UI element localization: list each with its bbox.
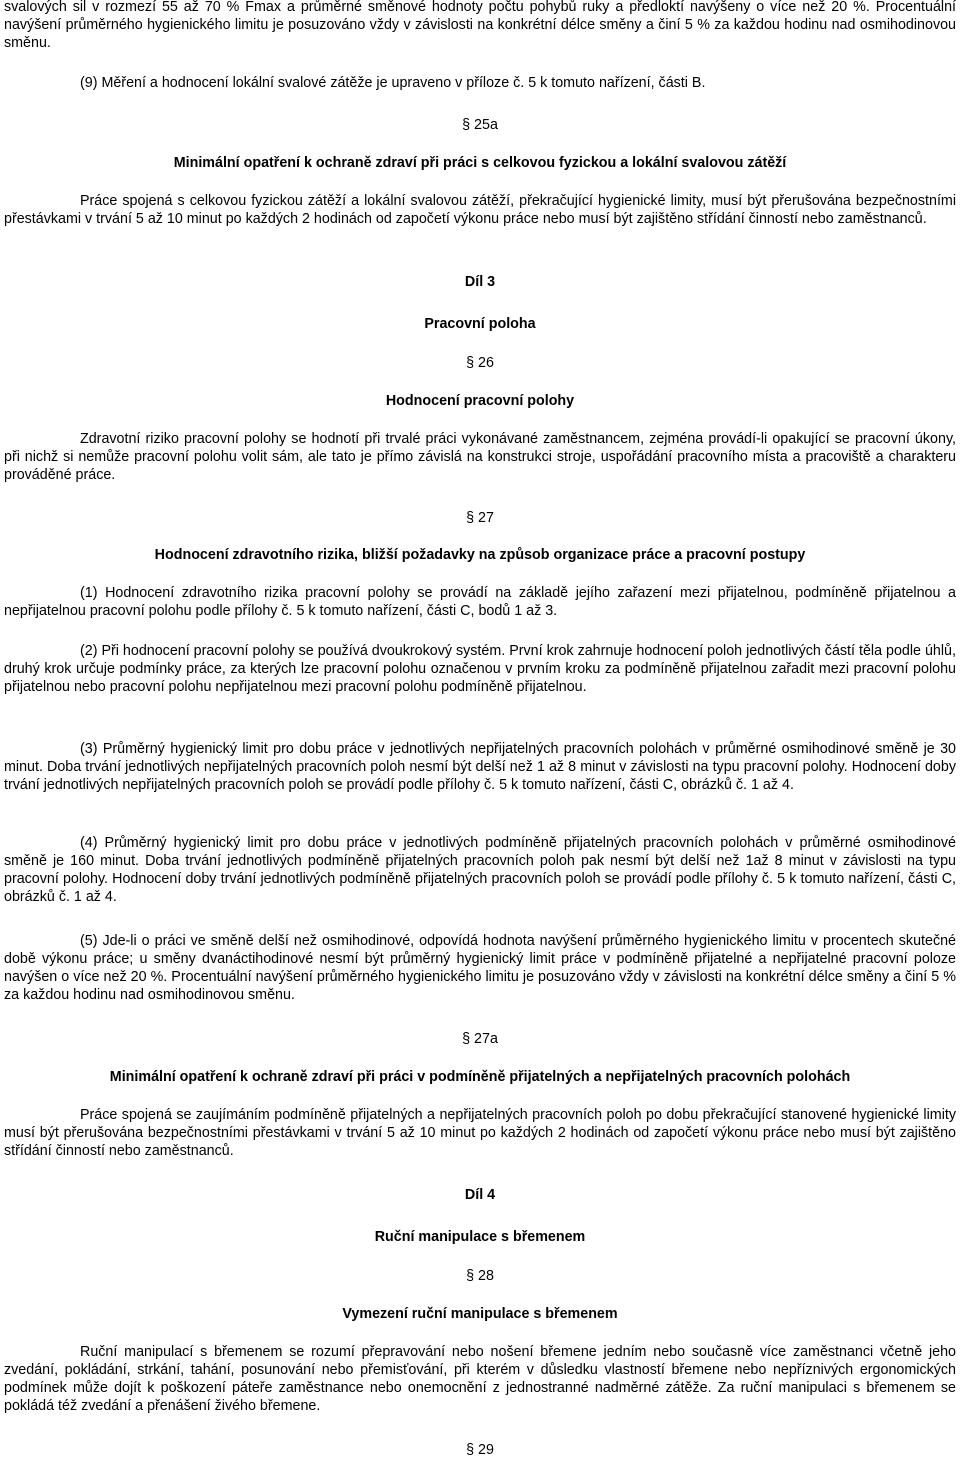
section-26-body: Zdravotní riziko pracovní polohy se hodnotí při trvalé práci vykonávané zaměstnancem, zejména provádí-li opakující se pracovní úkony, při nichž si nemůže pracovní polohu volit sám, ale tato je přímo závislá na konstrukci stroje, uspořádání pracovního místa a pracoviště a charakteru prováděné práce. <box>4 431 956 483</box>
section-sign-icon <box>466 509 474 527</box>
top-paragraph-text: svalových sil v rozmezí 55 až 70 % Fmax a průměrné směnové hodnoty počtu pohybů ruky a předloktí navýšeny o více než 20 %. Procentuální navýšení průměrného hygienického limitu je posuzováno vždy v závislosti na konkrétní délce směny a činí 5 % za každou hodinu nad osmihodinovou směnu. <box>4 0 956 51</box>
section-28-title: Vymezení ruční manipulace s břemenem <box>342 1306 618 1322</box>
section-number: 26 <box>478 355 494 371</box>
section-25a-body: Práce spojená s celkovou fyzickou zátěží a lokální svalovou zátěží, překračující hygienické limity, musí být přerušována bezpečnostními přestávkami v trvání 5 až 10 minut po každých 2 hodinách od započetí výkonu práce nebo musí být zajištěno střídání činností nebo zaměstnanců. <box>4 193 956 227</box>
section-27-p5-text: (5) Jde-li o práci ve směně delší než osmihodinové, odpovídá hodnota navýšení průměrného hygienického limitu v procentech skutečné době výkonu práce; u směny dvanáctihodinové nesmí být průměrný hygienický limit práce v podmíněně přijatelné a nepřijatelné pracovní poloze navýšen o více než 20 %. Procentuální navýšení průměrného hygienického limitu je posuzováno vždy v závislosti na konkrétní délce směny a činí 5 % za každou hodinu nad osmihodinovou směnu. <box>4 933 956 1003</box>
section-number: 29 <box>478 1442 494 1458</box>
section-27-p1-text: (1) Hodnocení zdravotního rizika pracovní polohy se provádí na základě jejího zařazení mezi přijatelnou, podmíněně přijatelnou a nepřijatelnou pracovní polohu podle přílohy č. 5 k tomuto nařízení, části C, bodů 1 až 3. <box>4 585 956 619</box>
section-number: 28 <box>478 1268 494 1284</box>
paragraph-9-text: (9) Měření a hodnocení lokální svalové zátěže je upraveno v příloze č. 5 k tomuto nařízení, části B. <box>80 75 706 91</box>
section-28-text <box>4 1343 956 1415</box>
section-27a-title: Minimální opatření k ochraně zdraví při práci v podmíněně přijatelných a nepřijatelných pracovních polohách <box>109 1069 851 1085</box>
section-sign-icon <box>466 1441 474 1459</box>
section-28-body: Ruční manipulací s břemenem se rozumí přepravování nebo nošení břemene jedním nebo současně více zaměstnanci včetně jeho zvedání, pokládání, strkání, tahání, posunování nebo přemisťování, při kterém v důsledku vlastností břemene nebo nepříznivých ergonomických podmínek může dojít k poškození páteře zaměstnance nebo onemocnění z jednostranné nadměrné zátěže. Za ruční manipulaci s břemenem se pokládá též zvedání a přenášení živého břemene. <box>4 1344 956 1414</box>
section-27a-body: Práce spojená se zaujímáním podmíněně přijatelných a nepřijatelných pracovních poloh po dobu překračující stanovené hygienické limity musí být přerušována bezpečnostními přestávkami v trvání 5 až 10 minut po každých 2 hodinách od započetí výkonu práce nebo musí být zajištěno střídání činností nebo zaměstnanců. <box>4 1107 956 1159</box>
section-27-paragraph-2 <box>4 642 956 696</box>
section-27-title: Hodnocení zdravotního rizika, bližší požadavky na způsob organizace práce a pracovní postupy <box>154 547 806 563</box>
section-26-title: Hodnocení pracovní polohy <box>385 393 575 409</box>
part-3-heading: Díl 3 <box>464 274 496 290</box>
section-27a-number <box>4 1030 956 1048</box>
section-27-p3-text: (3) Průměrný hygienický limit pro dobu práce v jednotlivých nepřijatelných pracovních polohách v průměrné osmihodinové směně je 30 minut. Doba trvání jednotlivých nepřijatelných pracovních poloh nesmí být delší než 1 až 8 minut v závislosti na typu pracovní polohy. Hodnocení doby trvání jednotlivých nepřijatelných pracovních poloh se provádí podle přílohy č. 5 k tomuto nařízení, části C, obrázků č. 1 až 4. <box>4 741 956 793</box>
section-27a-text <box>4 1106 956 1160</box>
section-27-p4-text: (4) Průměrný hygienický limit pro dobu práce v jednotlivých podmíněně přijatelných pracovních polohách v průměrné osmihodinové směně je 160 minut. Doba trvání jednotlivých podmíněně přijatelných pracovních poloh pak nesmí být delší než 1až 8 minut v závislosti na typu pracovní polohy. Hodnocení doby trvání jednotlivých podmíněně přijatelných pracovních poloh se provádí podle přílohy č. 5 k tomuto nařízení, části C, obrázků č. 1 až 4. <box>4 835 956 905</box>
section-25a-title: Minimální opatření k ochraně zdraví při práci s celkovou fyzickou a lokální svalovou zátěží <box>173 155 787 171</box>
section-sign-icon <box>466 354 474 372</box>
section-number: 27 <box>478 510 494 526</box>
section-25a-text <box>4 192 956 228</box>
section-27-paragraph-5 <box>4 932 956 1004</box>
section-26-text <box>4 430 956 484</box>
section-27-paragraph-4 <box>4 834 956 906</box>
section-number: 25a <box>474 117 498 133</box>
section-25a-number <box>4 116 956 134</box>
section-number: 27a <box>474 1031 498 1047</box>
section-sign-icon <box>466 1267 474 1285</box>
section-27-paragraph-1 <box>4 584 956 620</box>
section-26-number <box>4 354 956 372</box>
section-29-number <box>4 1441 956 1459</box>
section-27-p2-text: (2) Při hodnocení pracovní polohy se používá dvoukrokový systém. První krok zahrnuje hodnocení poloh jednotlivých částí těla podle úhlů, druhý krok určuje podmínky práce, za kterých lze pracovní polohu označenou v prvním kroku za podmíněně přijatelnou zařadit mezi pracovní polohu přijatelnou nebo pracovní polohu nepřijatelnou mezi pracovní polohu podmíněně přijatelnou. <box>4 643 956 695</box>
section-27-number <box>4 509 956 527</box>
paragraph-9 <box>4 74 956 92</box>
top-paragraph <box>4 0 956 52</box>
section-28-number <box>4 1267 956 1285</box>
part-4-heading: Díl 4 <box>464 1187 496 1203</box>
section-27-paragraph-3 <box>4 740 956 794</box>
part-3-title: Pracovní poloha <box>424 316 536 332</box>
section-sign-icon <box>462 116 470 134</box>
part-4-title: Ruční manipulace s břemenem <box>374 1229 586 1245</box>
section-sign-icon <box>462 1030 470 1048</box>
